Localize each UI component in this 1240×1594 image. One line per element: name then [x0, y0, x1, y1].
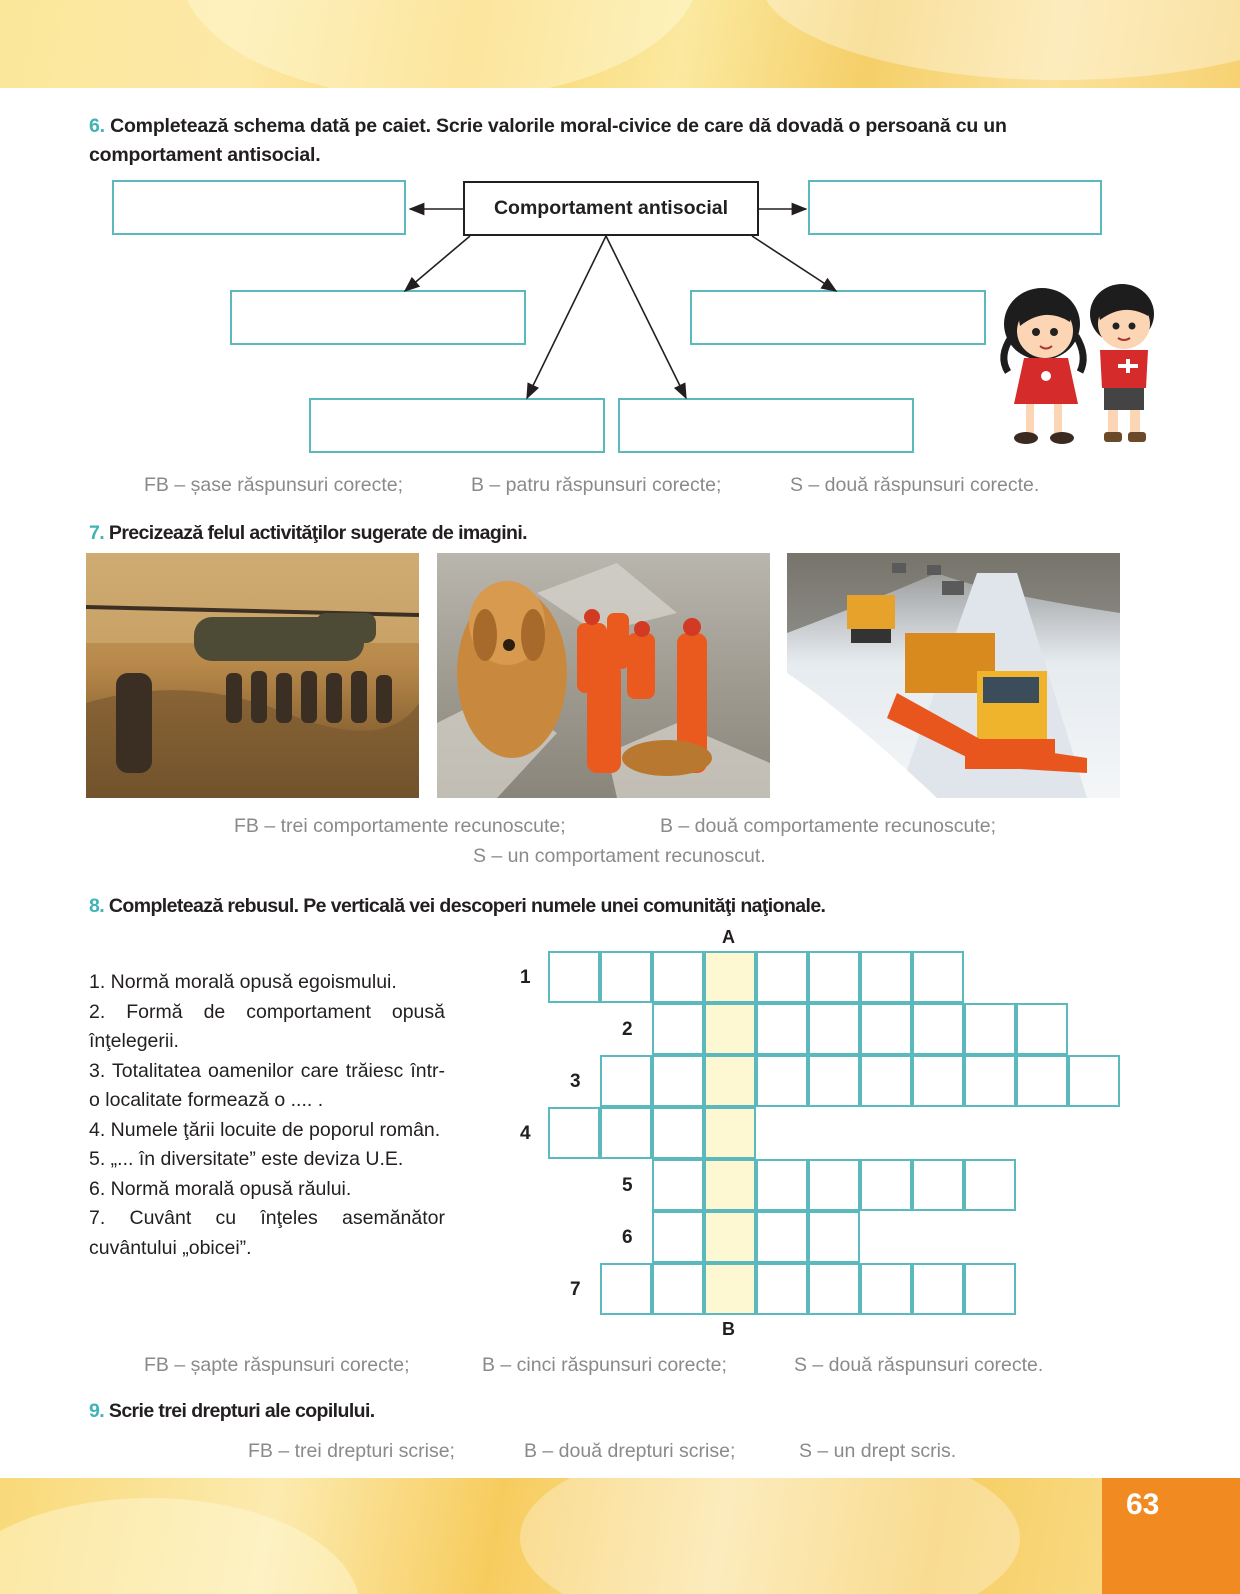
crossword-row-number: 1 — [520, 967, 531, 988]
crossword-row-number: 5 — [622, 1175, 633, 1196]
crossword-cell[interactable] — [756, 1263, 808, 1315]
q9-prompt — [89, 1397, 375, 1426]
crossword-cell[interactable] — [652, 1107, 704, 1159]
q6-number: 6. — [89, 115, 105, 137]
crossword-cell[interactable] — [756, 1003, 808, 1055]
q9-text: Scrie trei drepturi ale copilului. — [108, 1400, 375, 1422]
crossword-cell[interactable] — [808, 1055, 860, 1107]
q8-number: 8. — [89, 895, 105, 917]
clue-1: 1. Normă morală opusă egoismului. — [89, 971, 397, 993]
crossword-cell[interactable] — [860, 1263, 912, 1315]
crossword-cell[interactable] — [756, 1211, 808, 1263]
crossword-cell[interactable] — [756, 1055, 808, 1107]
q8-eval-s: S – două răspunsuri corecte. — [794, 1354, 1044, 1376]
crossword-cell[interactable] — [964, 1263, 1016, 1315]
crossword-cell[interactable] — [652, 1003, 704, 1055]
crossword-row-number: 2 — [622, 1019, 633, 1040]
crossword-cell[interactable] — [652, 951, 704, 1003]
crossword-cell[interactable] — [600, 1263, 652, 1315]
q6-eval-fb: FB – șase răspunsuri corecte; — [144, 474, 404, 496]
q6-text: Completează schema dată pe caiet. Scrie valorile moral-civice de care dă dovadă o persoană cu un comportament antisocial. — [89, 115, 1007, 166]
crossword-cell[interactable] — [704, 1159, 756, 1211]
q7-eval-b: B – două comportamente recunoscute; — [660, 815, 997, 837]
crossword-cell[interactable] — [704, 1263, 756, 1315]
clue-6: 6. Normă morală opusă răului. — [89, 1177, 352, 1200]
crossword-cell[interactable] — [756, 1159, 808, 1211]
crossword-cell[interactable] — [912, 1263, 964, 1315]
crossword-cell[interactable] — [704, 1211, 756, 1263]
photo-military-helicopter — [86, 553, 419, 798]
page-number: 63 — [1102, 1478, 1240, 1594]
crossword-cell[interactable] — [1016, 1003, 1068, 1055]
crossword-clues — [89, 968, 445, 1263]
crossword-cell[interactable] — [1016, 1055, 1068, 1107]
q7-eval-s: S – un comportament recunoscut. — [473, 845, 766, 867]
q6-eval-s: S – două răspunsuri corecte. — [790, 474, 1040, 496]
crossword-cell[interactable] — [652, 1263, 704, 1315]
crossword-cell[interactable] — [652, 1211, 704, 1263]
q9-eval-b: B – două drepturi scrise; — [524, 1440, 736, 1462]
q9-eval-fb: FB – trei drepturi scrise; — [248, 1440, 455, 1462]
crossword-cell[interactable] — [808, 1263, 860, 1315]
bottom-decorative-band — [0, 1478, 1240, 1594]
crossword-cell[interactable] — [808, 1003, 860, 1055]
clue-2: 2. Formă de comportament opusă înţelegerii. — [89, 1000, 445, 1052]
crossword-row-number: 4 — [520, 1123, 531, 1144]
crossword-row-number: 7 — [570, 1279, 581, 1300]
crossword-cell[interactable] — [808, 1211, 860, 1263]
q8-prompt — [89, 892, 825, 921]
crossword-cell[interactable] — [912, 1055, 964, 1107]
crossword-cell[interactable] — [912, 1003, 964, 1055]
crossword-top-letter: A — [722, 927, 735, 947]
photo-snow-plow-trucks — [787, 553, 1120, 798]
crossword-cell[interactable] — [600, 1055, 652, 1107]
crossword-cell[interactable] — [912, 951, 964, 1003]
girl-figure — [1004, 288, 1083, 444]
crossword-row-number: 6 — [622, 1227, 633, 1248]
crossword-cell[interactable] — [964, 1055, 1016, 1107]
schema-center-box: Comportament antisocial — [463, 181, 759, 236]
q7-prompt — [89, 519, 527, 548]
crossword-cell[interactable] — [756, 951, 808, 1003]
crossword-cell[interactable] — [548, 1107, 600, 1159]
clue-5: 5. „... în diversitate” este deviza U.E. — [89, 1148, 404, 1170]
q7-eval-fb: FB – trei comportamente recunoscute; — [234, 815, 566, 837]
crossword-cell[interactable] — [860, 1159, 912, 1211]
q8-text: Completează rebusul. Pe verticală vei descoperi numele unei comunităţi naţionale. — [108, 895, 826, 917]
crossword-cell[interactable] — [1068, 1055, 1120, 1107]
q7-number: 7. — [89, 522, 105, 544]
crossword-cell[interactable] — [860, 951, 912, 1003]
crossword-cell[interactable] — [600, 951, 652, 1003]
children-illustration — [990, 276, 1180, 456]
crossword-cell[interactable] — [704, 1003, 756, 1055]
q9-number: 9. — [89, 1400, 105, 1422]
boy-figure — [1090, 284, 1154, 442]
crossword-cell[interactable] — [704, 1107, 756, 1159]
crossword-cell[interactable] — [964, 1159, 1016, 1211]
crossword-cell[interactable] — [964, 1003, 1016, 1055]
q6-eval-b: B – patru răspunsuri corecte; — [471, 474, 722, 496]
q8-eval-b: B – cinci răspunsuri corecte; — [482, 1354, 727, 1376]
crossword-cell[interactable] — [652, 1055, 704, 1107]
crossword-row-number: 3 — [570, 1071, 581, 1092]
photo-rescue-team-dog — [437, 553, 770, 798]
q9-eval-s: S – un drept scris. — [799, 1440, 957, 1462]
clue-4: 4. Numele ţării locuite de poporul român. — [89, 1118, 441, 1141]
crossword-cell[interactable] — [548, 951, 600, 1003]
crossword-bottom-letter: B — [722, 1319, 735, 1339]
crossword-cell[interactable] — [808, 1159, 860, 1211]
crossword-cell[interactable] — [860, 1003, 912, 1055]
crossword-cell[interactable] — [652, 1159, 704, 1211]
crossword-cell[interactable] — [600, 1107, 652, 1159]
clue-7: 7. Cuvânt cu înţeles asemănător cuvântului „obicei”. — [89, 1207, 445, 1259]
q8-eval-fb: FB – șapte răspunsuri corecte; — [144, 1354, 410, 1376]
q7-text: Precizează felul activităţilor sugerate de imagini. — [108, 522, 527, 544]
crossword-cell[interactable] — [704, 1055, 756, 1107]
crossword-cell[interactable] — [704, 951, 756, 1003]
crossword-cell[interactable] — [808, 951, 860, 1003]
crossword-cell[interactable] — [860, 1055, 912, 1107]
clue-3: 3. Totalitatea oamenilor care trăiesc într-o localitate formează o .... . — [89, 1059, 445, 1111]
crossword-cell[interactable] — [912, 1159, 964, 1211]
